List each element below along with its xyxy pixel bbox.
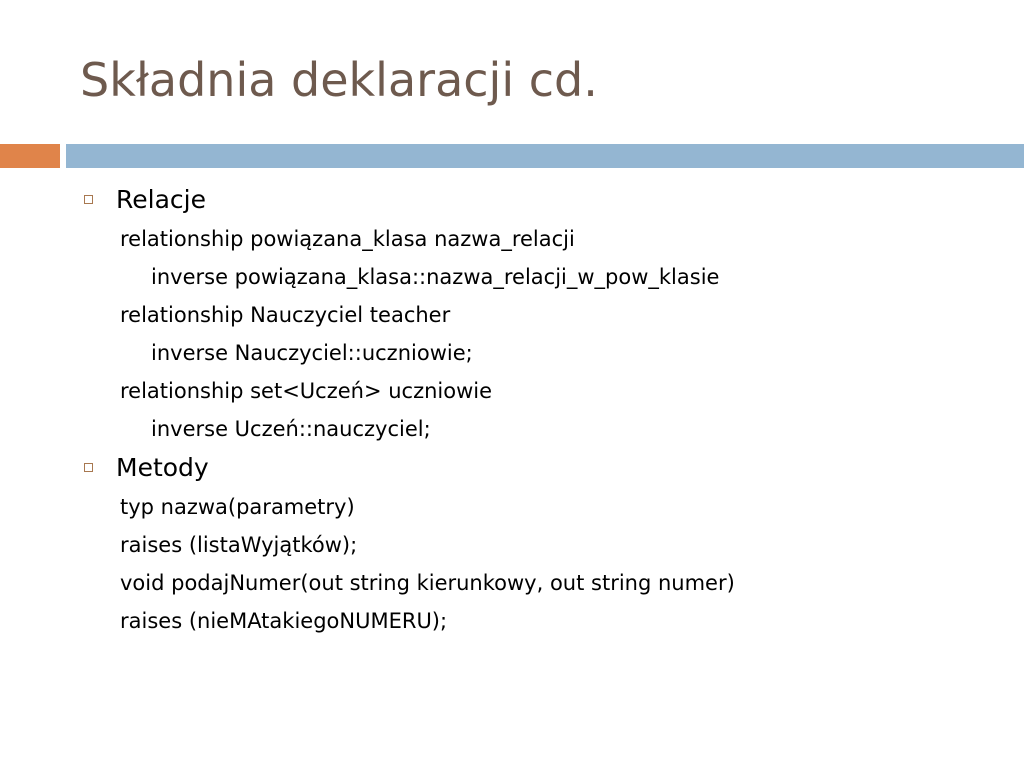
code-line: relationship powiązana_klasa nazwa_relacji — [120, 227, 575, 251]
code-line: typ nazwa(parametry) — [120, 495, 355, 519]
bullet-heading: Metody — [116, 453, 209, 482]
slide-content — [80, 180, 1000, 640]
title-rule-bar — [66, 144, 1024, 168]
code-line: inverse Uczeń::nauczyciel; — [151, 417, 431, 441]
title-rule-accent — [0, 144, 60, 168]
square-bullet-icon — [84, 195, 93, 204]
code-line: inverse Nauczyciel::uczniowie; — [151, 341, 473, 365]
bullet-heading: Relacje — [116, 185, 206, 214]
code-line: relationship set<Uczeń> uczniowie — [120, 379, 493, 403]
bullet-metody — [80, 448, 1000, 488]
code-line: relationship Nauczyciel teacher — [120, 303, 451, 327]
square-bullet-icon — [84, 463, 93, 472]
code-line: raises (listaWyjątków); — [120, 533, 358, 557]
bullet-relacje — [80, 180, 1000, 220]
code-line: inverse powiązana_klasa::nazwa_relacji_w_pow_klasie — [151, 265, 720, 289]
code-line: void podajNumer(out string kierunkowy, out string numer) — [120, 571, 735, 595]
slide-title: Składnia deklaracji cd. — [80, 53, 598, 107]
code-line: raises (nieMAtakiegoNUMERU); — [120, 609, 448, 633]
